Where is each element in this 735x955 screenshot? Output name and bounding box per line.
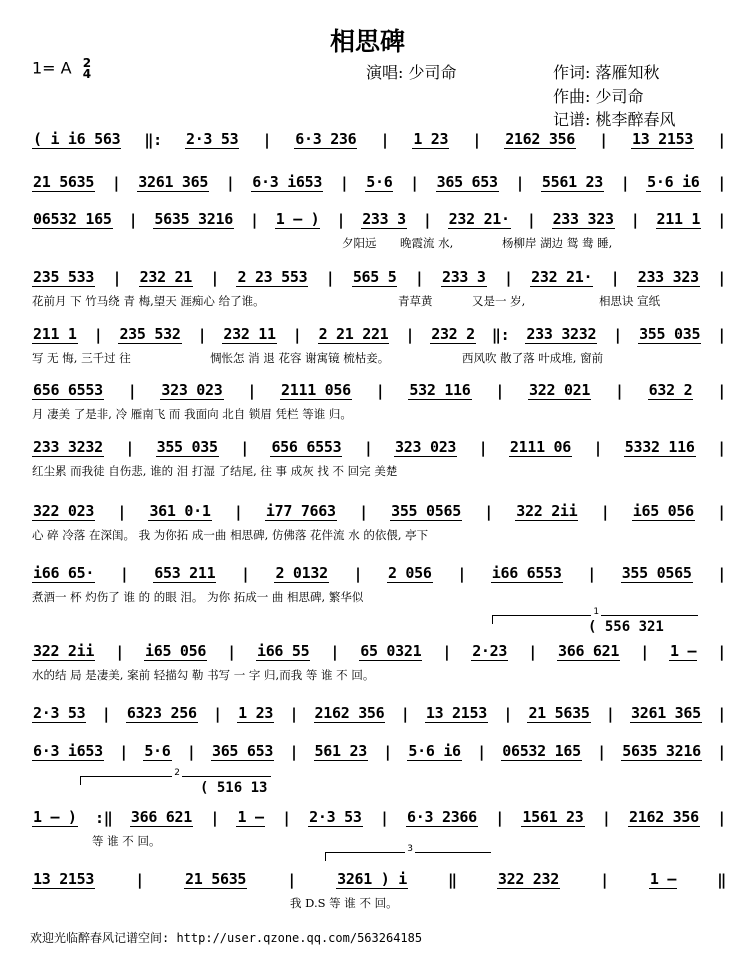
measure: 2·3 53 xyxy=(309,808,362,826)
lyric-text: 夕阳远 xyxy=(342,236,377,250)
barline: | xyxy=(325,268,335,287)
barline: | xyxy=(289,742,299,761)
measure: 13 2153 xyxy=(631,130,694,148)
barline: | xyxy=(717,325,726,344)
measure: 233 323 xyxy=(637,268,699,286)
barline: | xyxy=(414,268,424,287)
barline: | xyxy=(117,502,127,521)
measure: 2162 356 xyxy=(629,808,699,826)
notation-row xyxy=(32,323,727,347)
measure: 3261 ) i xyxy=(337,870,407,888)
measure: 232 2 xyxy=(431,325,475,343)
measure: 233 3 xyxy=(441,268,486,286)
barline: | xyxy=(359,502,368,521)
measure: 355 035 xyxy=(639,325,701,343)
measure: 561 23 xyxy=(314,742,367,760)
barline: | xyxy=(127,381,137,400)
measure: 233 3232 xyxy=(526,325,597,343)
measure: 1 – xyxy=(669,642,697,660)
barline: | xyxy=(528,642,537,661)
ending-1-notes: ( 556 321 xyxy=(588,619,664,635)
barline: | xyxy=(504,268,513,287)
lyric-text: 晚霞流 水, xyxy=(400,236,454,250)
measure: 532 116 xyxy=(409,381,471,399)
barline: | xyxy=(717,130,726,149)
barline: | xyxy=(613,325,623,344)
barline: | xyxy=(717,268,726,287)
barline: | xyxy=(247,381,257,400)
measure: 233 323 xyxy=(552,210,614,228)
measure: 2·3 53 xyxy=(33,704,86,722)
lyric-text: 煮酒一 杯 灼伤了 谁 的 的眼 泪。 为你 拓成一 曲 相思碑, 繁华似 xyxy=(32,590,364,604)
lyric-text: 花前月 下 竹马绕 青 梅,望天 涯痴心 给了谁。 xyxy=(32,294,265,308)
lyric-text: 杨柳岸 湖边 鸳 鸯 睡, xyxy=(502,236,613,250)
barline: | xyxy=(405,325,415,344)
lyric-text: 相思诀 宣纸 xyxy=(599,294,661,308)
barline: | xyxy=(336,210,346,229)
lyric-text: 心 碎 冷落 在深闺。 我 为你拓 成一曲 相思碑, 仿佛落 花伴流 水 的依偎, 亭下 xyxy=(32,528,429,542)
measure: 232 21· xyxy=(531,268,593,286)
lyric-text: 又是一 岁, xyxy=(472,294,526,308)
notation-row xyxy=(32,379,727,403)
time-signature-top: 2 xyxy=(82,56,92,70)
measure: 232 21· xyxy=(448,210,510,228)
notation-row xyxy=(32,702,727,726)
measure: 5·6 i6 xyxy=(408,742,461,760)
measure: 632 2 xyxy=(648,381,693,399)
barline: | xyxy=(717,381,726,400)
measure: i65 056 xyxy=(632,502,694,520)
notation-row xyxy=(32,740,727,764)
measure: 2 0132 xyxy=(275,564,328,582)
measure: 355 0565 xyxy=(621,564,692,582)
barline: | xyxy=(93,325,103,344)
measure: 5635 3216 xyxy=(154,210,233,228)
measure: 565 5 xyxy=(352,268,397,286)
lyrics-row xyxy=(32,527,727,543)
lyrics-row xyxy=(32,463,727,479)
ending-bracket-3 xyxy=(325,844,491,861)
measure: 1 – ) xyxy=(275,210,320,228)
barline: | xyxy=(115,642,124,661)
barline: | xyxy=(125,438,135,457)
barline: | xyxy=(210,808,220,827)
measure: 232 21 xyxy=(139,268,192,286)
barline: | xyxy=(353,564,363,583)
barline: | xyxy=(213,704,222,723)
lyric-text: 等 谁 不 回。 xyxy=(92,834,161,848)
measure: 323 023 xyxy=(161,381,223,399)
barline: :‖ xyxy=(95,808,113,827)
barline: | xyxy=(610,268,620,287)
measure: 13 2153 xyxy=(33,870,95,888)
lyrics-row xyxy=(32,293,727,309)
barline: | xyxy=(289,704,299,723)
measure: 5·6 xyxy=(144,742,171,760)
footer-note: 欢迎光临醉春风记谱空间: http://user.qzone.qq.com/563264185 xyxy=(30,931,423,945)
barline: | xyxy=(422,210,432,229)
notation-row xyxy=(32,640,727,664)
lyricist-credit: 作词: 落雁知秋 xyxy=(553,63,660,82)
measure: 6·3 i653 xyxy=(252,173,323,191)
measure: 211 1 xyxy=(33,325,77,343)
barline: | xyxy=(593,438,603,457)
measure: 5561 23 xyxy=(541,173,603,191)
measure: 656 6553 xyxy=(33,381,103,399)
lyric-text: 红尘累 而我徒 自伤悲, 谁的 泪 打湿 了结尾, 往 事 成灰 找 不 回完 美楚 xyxy=(32,464,398,478)
measure: 235 532 xyxy=(119,325,181,343)
barline: | xyxy=(262,130,272,149)
measure: 6·3 2366 xyxy=(407,808,477,826)
measure: 06532 165 xyxy=(502,742,581,760)
barline: | xyxy=(410,173,419,192)
ending-2-notes: ( 516 13 xyxy=(200,780,268,796)
barline: | xyxy=(717,564,726,583)
measure: 365 653 xyxy=(211,742,274,760)
barline: | xyxy=(477,742,486,761)
barline: | xyxy=(717,210,726,229)
measure: 366 621 xyxy=(558,642,620,660)
measure: 21 5635 xyxy=(185,870,247,888)
measure: 2 21 221 xyxy=(318,325,389,343)
measure: i66 6553 xyxy=(491,564,562,582)
barline: ‖ xyxy=(448,870,457,889)
measure: 355 0565 xyxy=(391,502,461,520)
barline: | xyxy=(330,642,340,661)
barline: | xyxy=(526,210,536,229)
ending-bracket-3-label: 3 xyxy=(407,844,413,854)
measure: 355 035 xyxy=(156,438,218,456)
barline: | xyxy=(717,642,726,661)
key-signature xyxy=(32,58,91,80)
barline: | xyxy=(101,704,111,723)
measure: i65 056 xyxy=(144,642,207,660)
barline: | xyxy=(225,173,235,192)
lyric-text: 西风吹 散了落 叶成堆, 窗前 xyxy=(462,351,604,365)
barline: | xyxy=(287,870,296,889)
barline: | xyxy=(484,502,493,521)
measure: 5·6 i6 xyxy=(647,173,700,191)
lyrics-row xyxy=(32,235,727,251)
measure: 2111 06 xyxy=(509,438,572,456)
barline: | xyxy=(249,210,259,229)
barline: | xyxy=(717,438,726,457)
measure: 233 3 xyxy=(362,210,406,228)
measure: 323 023 xyxy=(395,438,457,456)
ending-bracket-1-label: 1 xyxy=(593,607,600,617)
time-signature xyxy=(83,58,91,80)
measure: 235 533 xyxy=(33,268,95,286)
barline: ‖: xyxy=(491,325,510,344)
measure: 21 5635 xyxy=(528,704,590,722)
measure: 1 23 xyxy=(238,704,274,722)
barline: | xyxy=(197,325,207,344)
barline: | xyxy=(717,808,726,827)
barline: ‖: xyxy=(144,130,162,149)
notation-row xyxy=(32,171,727,195)
barline: | xyxy=(383,742,393,761)
measure: 233 3232 xyxy=(33,438,103,456)
barline: | xyxy=(503,704,513,723)
barline: | xyxy=(380,130,390,149)
measure: 65 0321 xyxy=(360,642,422,660)
notation-row xyxy=(32,128,727,152)
notation-row xyxy=(32,266,727,290)
measure: 322 023 xyxy=(33,502,95,520)
barline: | xyxy=(363,438,373,457)
measure: 322 2ii xyxy=(33,642,95,660)
lyrics-row xyxy=(32,350,727,366)
barline: | xyxy=(515,173,525,192)
measure: 322 021 xyxy=(529,381,591,399)
lyrics-row xyxy=(32,406,727,422)
measure: 2·3 53 xyxy=(185,130,239,148)
lyric-text: 月 凄美 了是非, 冷 雁南飞 而 我面向 北自 锁眉 凭栏 等谁 归。 xyxy=(32,407,352,421)
measure: 366 621 xyxy=(130,808,192,826)
barline: | xyxy=(717,704,726,723)
measure: i66 65· xyxy=(33,564,95,582)
key-label: 1= A xyxy=(32,58,72,78)
barline: | xyxy=(442,642,452,661)
barline: | xyxy=(339,173,349,192)
measure: ( i i6 563 xyxy=(33,130,121,148)
notation-row xyxy=(32,436,727,460)
barline: | xyxy=(599,130,608,149)
composer-credit: 作曲: 少司命 xyxy=(553,87,644,106)
measure: 2 23 553 xyxy=(237,268,308,286)
measure: 232 11 xyxy=(223,325,276,343)
barline: | xyxy=(119,742,128,761)
barline: ‖ xyxy=(717,870,726,889)
measure: 1 – xyxy=(649,870,677,888)
measure: 211 1 xyxy=(656,210,701,228)
measure: 1 – ) xyxy=(33,808,77,826)
barline: | xyxy=(111,173,121,192)
transcriber-credit: 记谱: 桃李醉春风 xyxy=(553,110,676,129)
barline: | xyxy=(119,564,129,583)
measure: 1 – xyxy=(237,808,264,826)
barline: | xyxy=(135,870,144,889)
notation-row xyxy=(32,500,727,524)
measure: 3261 365 xyxy=(138,173,209,191)
singer-credit: 演唱: 少司命 xyxy=(366,63,457,82)
measure: 5·6 xyxy=(366,173,393,191)
measure: 653 211 xyxy=(154,564,216,582)
barline: | xyxy=(112,268,122,287)
measure: 13 2153 xyxy=(425,704,487,722)
measure: 5332 116 xyxy=(624,438,695,456)
barline: | xyxy=(495,381,505,400)
barline: | xyxy=(605,704,615,723)
barline: | xyxy=(128,210,138,229)
measure: 1561 23 xyxy=(522,808,584,826)
measure: 322 2ii xyxy=(516,502,578,520)
barline: | xyxy=(241,564,250,583)
page-title: 相思碑 xyxy=(329,27,405,56)
measure: 06532 165 xyxy=(33,210,112,228)
lyric-text: 写 无 悔, 三千过 往 xyxy=(32,351,131,365)
barline: | xyxy=(717,502,726,521)
barline: | xyxy=(210,268,220,287)
barline: | xyxy=(472,130,482,149)
barline: | xyxy=(457,564,467,583)
measure: 656 6553 xyxy=(271,438,342,456)
barline: | xyxy=(600,870,609,889)
lyrics-row xyxy=(32,833,727,849)
measure: 6·3 i653 xyxy=(33,742,103,760)
lyric-text: 惆怅怎 消 退 花容 谢寓镜 梳枯妾。 xyxy=(210,351,390,365)
ending-bracket-2-label: 2 xyxy=(174,768,180,778)
barline: | xyxy=(630,210,640,229)
measure: 361 0·1 xyxy=(149,502,211,520)
barline: | xyxy=(495,808,505,827)
barline: | xyxy=(640,642,649,661)
measure: 3261 365 xyxy=(631,704,701,722)
barline: | xyxy=(717,173,726,192)
barline: | xyxy=(600,502,610,521)
barline: | xyxy=(292,325,302,344)
measure: 6323 256 xyxy=(126,704,197,722)
measure: 6·3 236 xyxy=(295,130,357,148)
notation-row xyxy=(32,868,727,892)
measure: 2·23 xyxy=(472,642,508,660)
barline: | xyxy=(601,808,611,827)
lyric-text: 我 D.S 等 谁 不 回。 xyxy=(290,896,398,910)
notation-row xyxy=(32,208,727,232)
measure: 2111 056 xyxy=(281,381,351,399)
barline: | xyxy=(587,564,597,583)
barline: | xyxy=(400,704,410,723)
measure: 322 232 xyxy=(497,870,559,888)
lyric-text: 水的结 局 是凄美, 案前 轻描勾 勒 书写 一 字 归,而我 等 谁 不 回。 xyxy=(32,668,375,682)
measure: 365 653 xyxy=(436,173,498,191)
lyrics-row xyxy=(32,589,727,605)
barline: | xyxy=(227,642,236,661)
barline: | xyxy=(282,808,291,827)
lyric-text: 青草黄 xyxy=(398,294,433,308)
measure: 21 5635 xyxy=(33,173,95,191)
measure: 1 23 xyxy=(413,130,449,148)
time-signature-bottom: 4 xyxy=(82,67,92,81)
barline: | xyxy=(375,381,385,400)
lyrics-row xyxy=(32,895,727,911)
barline: | xyxy=(186,742,196,761)
measure: i66 55 xyxy=(256,642,310,660)
measure: 2162 356 xyxy=(314,704,385,722)
barline: | xyxy=(233,502,243,521)
barline: | xyxy=(240,438,249,457)
measure: 5635 3216 xyxy=(622,742,701,760)
barline: | xyxy=(615,381,624,400)
measure: 2162 356 xyxy=(505,130,576,148)
notation-row xyxy=(32,806,727,830)
barline: | xyxy=(379,808,389,827)
notation-row xyxy=(32,562,727,586)
barline: | xyxy=(597,742,606,761)
lyrics-row xyxy=(32,667,727,683)
barline: | xyxy=(717,742,726,761)
measure: i77 7663 xyxy=(265,502,336,520)
measure: 2 056 xyxy=(387,564,432,582)
barline: | xyxy=(478,438,488,457)
barline: | xyxy=(620,173,630,192)
